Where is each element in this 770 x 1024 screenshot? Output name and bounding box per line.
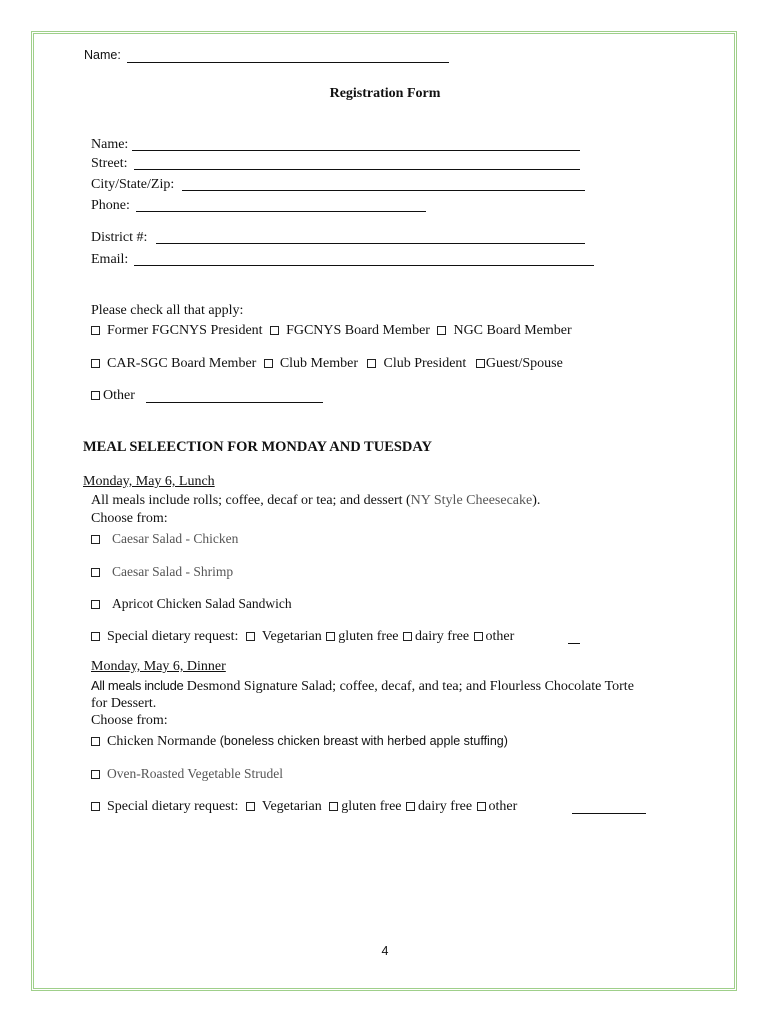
lunch-desc-dessert: NY Style Cheesecake: [410, 493, 533, 508]
dinner-desc-prefix: All meals include: [91, 678, 187, 693]
checkbox[interactable]: [477, 802, 486, 811]
street-label: Street:: [91, 156, 128, 171]
header-name-field[interactable]: [127, 62, 449, 63]
role-other-field[interactable]: [146, 402, 323, 403]
lunch-other-field[interactable]: [568, 643, 580, 644]
lunch-option-3-label: Apricot Chicken Salad Sandwich: [112, 596, 292, 611]
district-field[interactable]: [156, 243, 585, 244]
page-number: 4: [381, 944, 389, 958]
checkbox[interactable]: [403, 632, 412, 641]
checkbox[interactable]: [91, 391, 100, 400]
role-other: Other: [103, 388, 135, 403]
dinner-vegetarian: Vegetarian: [261, 799, 322, 814]
roles-row-2: [91, 356, 563, 372]
lunch-option-3: [91, 596, 292, 612]
checkbox[interactable]: [476, 359, 485, 368]
checkbox[interactable]: [91, 535, 100, 544]
roles-row-3: [91, 388, 135, 404]
checkbox[interactable]: [329, 802, 338, 811]
checkbox[interactable]: [406, 802, 415, 811]
phone-label: Phone:: [91, 198, 130, 213]
lunch-option-1-label: Caesar Salad - Chicken: [112, 531, 239, 546]
checkbox[interactable]: [91, 737, 100, 746]
dinner-option-2-label: Oven-Roasted Vegetable Strudel: [107, 766, 283, 781]
dinner-option-1-label: Chicken Normande: [107, 734, 217, 749]
street-field[interactable]: [134, 169, 580, 170]
lunch-gluten-free: gluten free: [338, 629, 399, 644]
checkbox[interactable]: [91, 600, 100, 609]
dinner-description-line1: [91, 678, 634, 695]
checkbox[interactable]: [246, 632, 255, 641]
lunch-dairy-free: dairy free: [415, 629, 470, 644]
checkbox[interactable]: [326, 632, 335, 641]
checkbox[interactable]: [270, 326, 279, 335]
email-field[interactable]: [134, 265, 594, 266]
role-former-president: Former FGCNYS President: [107, 323, 263, 338]
checkbox[interactable]: [474, 632, 483, 641]
meal-heading: MEAL SELEECTION FOR MONDAY AND TUESDAY: [83, 439, 433, 455]
lunch-desc-main: All meals include rolls; coffee, decaf or tea; and dessert (: [91, 493, 411, 508]
dinner-heading: Monday, May 6, Dinner: [91, 659, 226, 674]
checkbox[interactable]: [264, 359, 273, 368]
checkbox[interactable]: [91, 326, 100, 335]
city-label: City/State/Zip:: [91, 177, 175, 192]
role-ngc-board: NGC Board Member: [453, 323, 572, 338]
lunch-other: other: [485, 629, 515, 644]
dinner-desc-line1: Desmond Signature Salad; coffee, decaf, and tea; and Flourless Chocolate Torte: [186, 679, 634, 694]
check-intro: Please check all that apply:: [91, 303, 244, 318]
lunch-desc-end: ).: [532, 493, 541, 508]
checkbox[interactable]: [367, 359, 376, 368]
dinner-option-1: [91, 734, 508, 750]
checkbox[interactable]: [91, 802, 100, 811]
checkbox[interactable]: [91, 568, 100, 577]
checkbox[interactable]: [91, 632, 100, 641]
dinner-choose: Choose from:: [91, 713, 168, 728]
dinner-other-field[interactable]: [572, 813, 646, 814]
dinner-special-label: Special dietary request:: [107, 799, 239, 814]
dinner-dairy-free: dairy free: [418, 799, 473, 814]
lunch-heading: Monday, May 6, Lunch: [83, 474, 215, 489]
dinner-special-row: [91, 799, 517, 815]
email-label: Email:: [91, 252, 129, 267]
lunch-option-1: [91, 531, 238, 547]
role-guest: Guest/Spouse: [485, 356, 563, 371]
dinner-description-line2: for Dessert.: [91, 696, 157, 711]
lunch-option-2-label: Caesar Salad - Shrimp: [112, 564, 234, 579]
role-board-member: FGCNYS Board Member: [286, 323, 430, 338]
name-field[interactable]: [132, 150, 580, 151]
role-club-member: Club Member: [279, 356, 358, 371]
lunch-special-row: [91, 629, 514, 645]
lunch-choose: Choose from:: [91, 511, 168, 526]
lunch-description: [91, 493, 540, 509]
role-club-president: Club President: [383, 356, 467, 371]
dinner-gluten-free: gluten free: [341, 799, 402, 814]
lunch-option-2: [91, 564, 233, 580]
checkbox[interactable]: [246, 802, 255, 811]
dinner-other: other: [488, 799, 518, 814]
name-label: Name:: [91, 137, 129, 152]
form-title: Registration Form: [329, 86, 441, 101]
checkbox[interactable]: [437, 326, 446, 335]
checkbox[interactable]: [91, 359, 100, 368]
district-label: District #:: [91, 230, 148, 245]
dinner-option-1-detail: (boneless chicken breast with herbed apple stuffing): [219, 734, 508, 748]
checkbox[interactable]: [91, 770, 100, 779]
lunch-vegetarian: Vegetarian: [261, 629, 322, 644]
roles-row-1: [91, 323, 572, 339]
dinner-option-2: [91, 766, 283, 782]
city-field[interactable]: [182, 190, 585, 191]
lunch-special-label: Special dietary request:: [107, 629, 239, 644]
role-carsgc: CAR-SGC Board Member: [107, 356, 257, 371]
header-name-label: Name:: [84, 48, 121, 62]
phone-field[interactable]: [136, 211, 426, 212]
